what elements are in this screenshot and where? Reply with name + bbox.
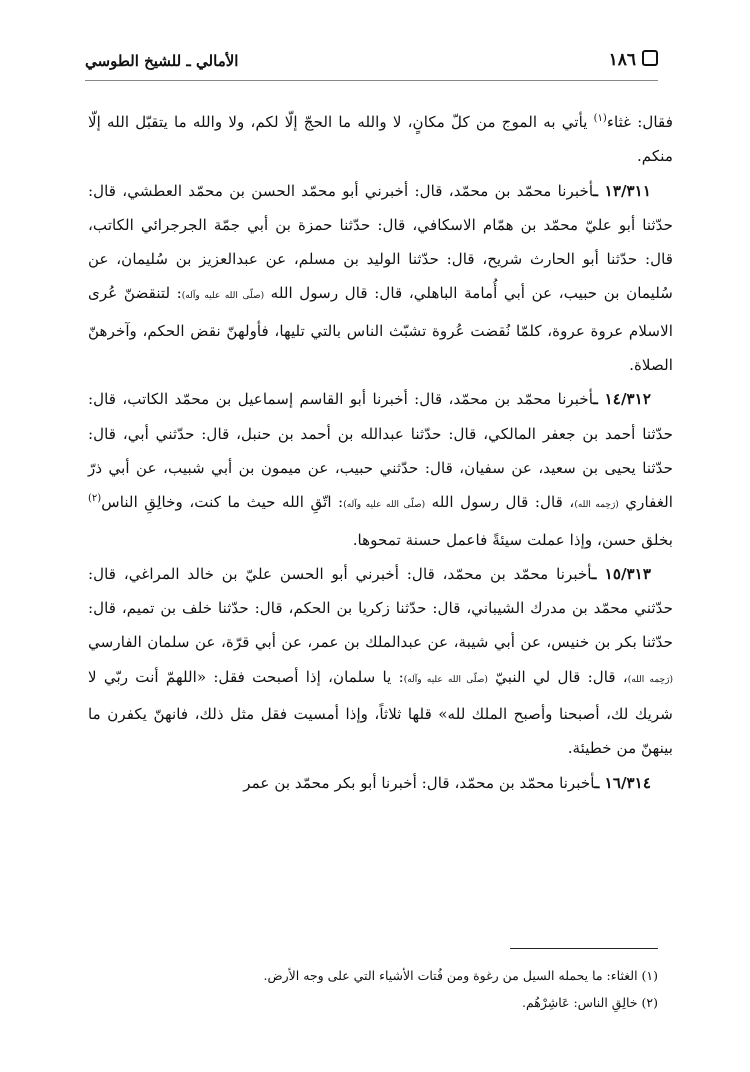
footnote-divider	[510, 948, 658, 949]
hadith-paragraph-314: ١٦/٣١٤ ـأخبرنا محمّد بن محمّد، قال: أخبرنا أبو بكر محمّد بن عمر	[243, 773, 651, 792]
honorific: (رَحِمه الله)	[574, 500, 619, 511]
footnote-1: (١) الغثاء: ما يحمله السيل من رغوة ومن فُتات الأشياء التي على وجه الأرض.	[263, 968, 658, 983]
honorific: (صلّى الله عليه وآله)	[343, 500, 426, 511]
hadith-number: ١٣/٣١١ ـ	[593, 181, 651, 200]
hadith-paragraph-311: ١٣/٣١١ ـأخبرنا محمّد بن محمّد، قال: أخبرني أبو محمّد الحسن بن محمّد العطشي، قال: حدّثنا أبو عليّ محمّد بن همّام الاسكافي، قال: حدّثنا حمزة بن أبي جمّة الجرجرائي الكاتب، قال: حدّثنا أبو الحارث شريح، قال: حدّثنا الوليد بن مسلم، عن عبدالعزيز بن سُليمان، عن سُليمان بن حبيب، عن أبي أُمامة الباهلي، قال: قال رسول الله (صلّى الله عليه وآله): لتنقضنّ عُرى الاسلام عروة عروة، كلمّا نُقضت عُروة تشبّث الناس بالتي تليها، فأولهنّ نقض الحكم، وآخرهنّ الصلاة.	[88, 181, 673, 375]
hadith-paragraph-312: ١٤/٣١٢ ـأخبرنا محمّد بن محمّد، قال: أخبرنا أبو القاسم إسماعيل بن محمّد الكاتب، قال: حدّثنا أحمد بن جعفر المالكي، قال: حدّثنا عبدالله بن أحمد بن حنبل، قال: حدّثني أبي، قال: حدّثنا يحيى بن سعيد، عن سفيان، قال: حدّثني حبيب، عن ميمون بن أبي شبيب، عن أبي ذرّ الغفاري (رَحِمه الله)، قال: قال رسول الله (صلّى الله عليه وآله): اتّقِ الله حيث ما كنت، وخالِقِ الناس$^{(٢)}$ بخلق حسن، وإذا عملت سيئةً فاعمل حسنة تمحوها.	[88, 390, 673, 549]
hadith-number: ١٥/٣١٣ ـ	[591, 564, 651, 583]
main-text	[88, 105, 673, 800]
honorific: (رَحِمه الله)	[627, 674, 673, 685]
hadith-paragraph-313: ١٥/٣١٣ ـأخبرنا محمّد بن محمّد، قال: أخبرني أبو الحسن عليّ بن خالد المراغي، قال: حدّثني محمّد بن مدرك الشيباني، قال: حدّثنا زكريا بن الحكم، قال: حدّثنا خلف بن تميم، قال: حدّثنا بكر بن خنيس، عن أبي شيبة، عن عبدالملك بن عمر، عن أبي قرّة، عن سلمان الفارسي (رَحِمه الله)، قال: قال لي النبيّ (صلّى الله عليه وآله): يا سلمان، إذا أصبحت فقل: «اللهمّ أنت ربّي لا شريك لك، أصبحنا وأصبح الملك لله» قلها ثلاثاً، وإذا أمسيت فقل مثل ذلك، فانهنّ يكفرن ما بينهنّ من خطيئة.	[88, 564, 673, 758]
footnote-ref-1: (١)	[593, 112, 607, 124]
hadith-number: ١٦/٣١٤ ـ	[594, 773, 651, 792]
page-header	[85, 50, 658, 81]
honorific: (صلّى الله عليه وآله)	[181, 291, 265, 302]
footnote-ref-2: (٢)	[88, 493, 102, 505]
paragraph-continuation: فقال: غثاء$^{(١)}$ يأتي به الموج من كلّ مكانٍ، لا والله ما الحجّ إلّا لكم، ولا والله ما يتقبّل الله إلّا منكم.	[88, 112, 674, 166]
page-number: ١٨٦	[609, 50, 658, 70]
footnote-2: (٢) خالِقِ الناس: عَاشِرْهُم.	[521, 995, 658, 1010]
hadith-number: ١٤/٣١٢ ـ	[593, 390, 651, 409]
footnotes	[73, 962, 658, 1016]
page-number-box-icon	[642, 50, 658, 66]
honorific: (صلّى الله عليه وآله)	[403, 674, 488, 685]
running-title: الأمالي ـ للشيخ الطوسي	[85, 52, 239, 70]
